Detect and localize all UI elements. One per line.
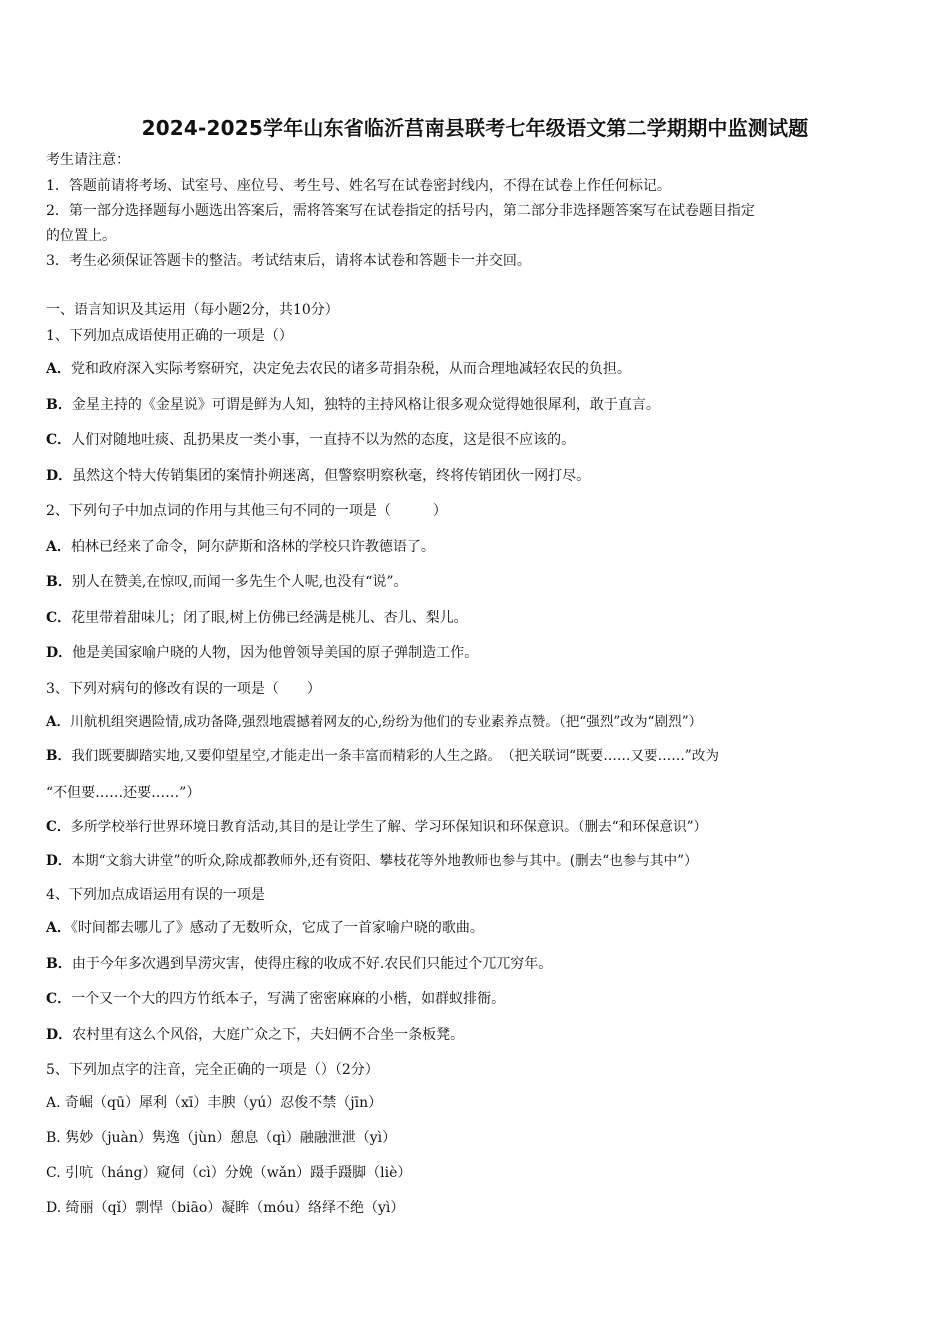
option-letter: A． <box>46 714 71 730</box>
option-b <box>46 572 912 592</box>
option-letter: A． <box>46 361 71 377</box>
option-text: 虽然这个特大传销集团的案情扑朔迷离，但警察明察秋毫，终将传销团伙一网打尽。 <box>72 468 591 484</box>
option-text: 引吭（háng）窥伺（cì）分娩（wǎn）蹑手蹑脚（liè） <box>65 1165 412 1181</box>
option-letter: D． <box>46 1027 73 1043</box>
option-b <box>46 1128 912 1148</box>
option-letter: B． <box>46 956 72 972</box>
option-letter: D. <box>46 1200 62 1216</box>
option-a <box>46 712 912 732</box>
option-a <box>46 918 912 938</box>
option-letter: C. <box>46 1165 61 1181</box>
section-heading: 一、语言知识及其运用（每小题2分，共10分） <box>46 302 339 318</box>
option-text: “不但要……还要……”） <box>46 785 201 801</box>
option-letter: B. <box>46 1130 61 1146</box>
option-text: 一个又一个大的四方竹纸本子，写满了密密麻麻的小楷，如群蚁排衙。 <box>71 991 506 1007</box>
option-a <box>46 1093 912 1113</box>
option-text: 绮丽（qǐ）剽悍（biāo）凝眸（móu）络绎不绝（yì） <box>65 1200 405 1216</box>
notice-item: 的位置上。 <box>46 228 116 244</box>
option-letter: D． <box>46 645 73 661</box>
option-text: 多所学校举行世界环境日教育活动,其目的是让学生了解、学习环保知识和环保意识。（删去“和环保意识”） <box>70 819 708 835</box>
option-letter: D． <box>46 853 72 869</box>
option-letter: A． <box>46 539 71 555</box>
option-letter: C． <box>46 991 72 1007</box>
option-text: 人们对随地吐痰、乱扔果皮一类小事，一直持不以为然的态度，这是很不应该的。 <box>71 432 576 448</box>
option-b <box>46 395 912 415</box>
question-stem: 1、下列加点成语使用正确的一项是（） <box>46 328 293 344</box>
notice-heading: 考生请注意： <box>46 152 130 168</box>
question-stem: 4、下列加点成语运用有误的一项是 <box>46 887 265 903</box>
page-title: 2024-2025学年山东省临沂莒南县联考七年级语文第二学期期中监测试题 <box>141 116 809 140</box>
option-b <box>46 746 912 766</box>
option-letter: D． <box>46 468 73 484</box>
option-letter: A. <box>46 1095 61 1111</box>
option-text: 柏林已经来了命令，阿尔萨斯和洛林的学校只许教德语了。 <box>70 539 435 555</box>
option-letter: B． <box>46 748 72 764</box>
option-text: 别人在赞美,在惊叹,而闻一多先生个人呢,也没有“说”。 <box>71 574 408 590</box>
option-letter: B． <box>46 397 72 413</box>
question-stem: 5、下列加点字的注音，完全正确的一项是（）（2分） <box>46 1062 379 1078</box>
option-d <box>46 643 912 663</box>
option-text: 由于今年多次遇到旱涝灾害，使得庄稼的收成不好.农民们只能过个兀兀穷年。 <box>71 956 553 972</box>
option-text: 《时间都去哪儿了》感动了无数听众，它成了一首家喻户晓的歌曲。 <box>70 920 484 936</box>
option-text: 本期“文翁大讲堂”的听众,除成都教师外,还有资阳、攀枝花等外地教师也参与其中。(删去“也参与其中”） <box>71 853 698 869</box>
option-d <box>46 1025 912 1045</box>
option-letter: C． <box>46 610 72 626</box>
option-c <box>46 989 912 1009</box>
question-stem: 3、下列对病句的修改有误的一项是（ ） <box>46 681 321 697</box>
option-text: 隽妙（juàn）隽逸（jùn）憩息（qì）融融泄泄（yì） <box>65 1130 397 1146</box>
option-b <box>46 954 912 974</box>
option-letter: B． <box>46 574 72 590</box>
option-text: 奇崛（qū）犀利（xī）丰腴（yú）忍俊不禁（jīn） <box>65 1095 383 1111</box>
option-text: 川航机组突遇险情,成功备降,强烈地震撼着网友的心,纷纷为他们的专业素养点赞。（把“强烈”改为“剧烈”） <box>70 714 703 730</box>
option-text: 党和政府深入实际考察研究，决定免去农民的诸多苛捐杂税，从而合理地减轻农民的负担。 <box>70 361 631 377</box>
option-b-continued <box>46 783 912 803</box>
notice-item: 2．第一部分选择题每小题选出答案后，需将答案写在试卷指定的括号内，第二部分非选择题答案写在试卷题目指定 <box>46 203 755 219</box>
option-c <box>46 817 912 837</box>
notice-item: 3．考生必须保证答题卡的整洁。考试结束后，请将本试卷和答题卡一并交回。 <box>46 253 531 269</box>
option-a <box>46 359 912 379</box>
option-d <box>46 851 912 871</box>
option-c <box>46 608 912 628</box>
option-c <box>46 1163 912 1183</box>
notice-item: 1．答题前请将考场、试室号、座位号、考生号、姓名写在试卷密封线内，不得在试卷上作任何标记。 <box>46 178 671 194</box>
option-text: 金星主持的《金星说》可谓是鲜为人知，独特的主持风格让很多观众觉得她很犀利，敢于直言。 <box>71 397 660 413</box>
option-text: 花里带着甜味儿；闭了眼,树上仿佛已经满是桃儿、杏儿、梨儿。 <box>71 610 468 626</box>
option-letter: C． <box>46 432 72 448</box>
option-text: 我们既要脚踏实地,又要仰望星空,才能走出一条丰富而精彩的人生之路。 （把关联词“既要……又要……”改为 <box>71 748 719 764</box>
option-text: 农村里有这么个风俗，大庭广众之下，夫妇俩不合坐一条板凳。 <box>72 1027 465 1043</box>
option-c <box>46 430 912 450</box>
option-letter: C． <box>46 819 71 835</box>
option-letter: A． <box>46 920 71 936</box>
option-d <box>46 1198 912 1218</box>
option-d <box>46 466 912 486</box>
option-a <box>46 537 912 557</box>
question-stem: 2、下列句子中加点词的作用与其他三句不同的一项是（ ） <box>46 503 447 519</box>
option-text: 他是美国家喻户晓的人物，因为他曾领导美国的原子弹制造工作。 <box>72 645 479 661</box>
